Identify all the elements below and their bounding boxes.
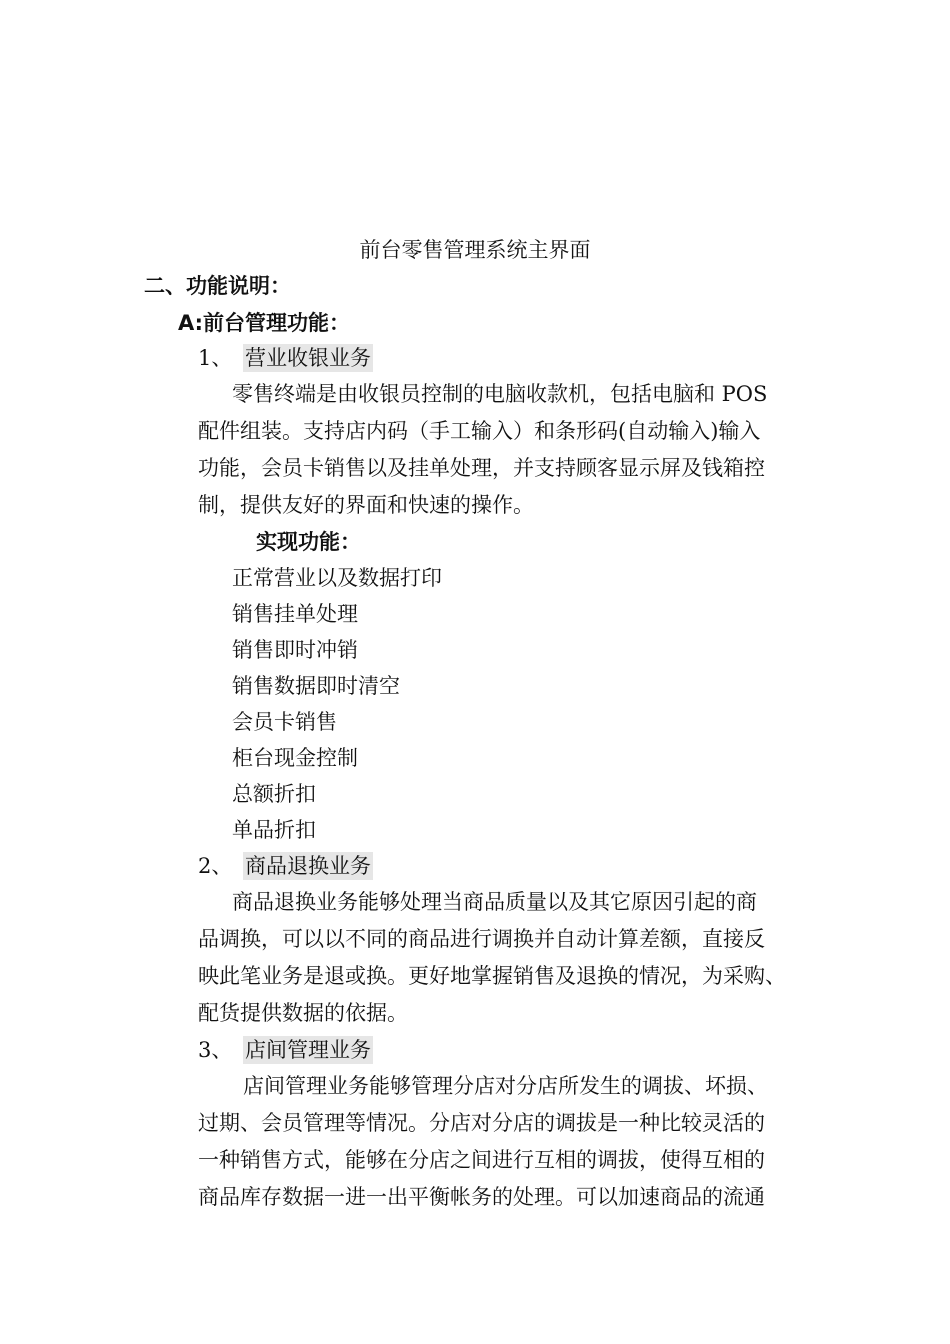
- feature-item: 正常营业以及数据打印: [232, 566, 442, 590]
- item-1-paragraph-line: 零售终端是由收银员控制的电脑收款机，包括电脑和 POS: [232, 382, 768, 406]
- item-2-paragraph-line: 品调换，可以以不同的商品进行调换并自动计算差额，直接反: [198, 927, 765, 951]
- feature-item: 柜台现金控制: [232, 746, 358, 770]
- subsection-heading: A:前台管理功能：: [178, 311, 351, 335]
- feature-item: 总额折扣: [232, 782, 316, 806]
- item-1-paragraph-line: 功能，会员卡销售以及挂单处理，并支持顾客显示屏及钱箱控: [198, 456, 765, 480]
- item-3-paragraph-line: 店间管理业务能够管理分店对分店所发生的调拔、坏损、: [243, 1074, 768, 1098]
- section-heading: 二、功能说明：: [144, 274, 291, 298]
- figure-caption: 前台零售管理系统主界面: [359, 238, 591, 262]
- item-3-paragraph-line: 过期、会员管理等情况。分店对分店的调拔是一种比较灵活的: [198, 1111, 765, 1135]
- feature-item: 销售数据即时清空: [232, 674, 400, 698]
- feature-item: 会员卡销售: [232, 710, 337, 734]
- item-2-paragraph-line: 映此笔业务是退或换。更好地掌握销售及退换的情况，为采购、: [198, 964, 786, 988]
- item-1-number: 1、: [198, 346, 233, 370]
- item-3-paragraph-line: 一种销售方式，能够在分店之间进行互相的调拔，使得互相的: [198, 1148, 765, 1172]
- feature-item: 单品折扣: [232, 818, 316, 842]
- item-2-paragraph-line: 商品退换业务能够处理当商品质量以及其它原因引起的商: [232, 890, 757, 914]
- item-1-paragraph-line: 配件组装。支持店内码（手工输入）和条形码(自动输入)输入: [198, 419, 761, 443]
- item-2-title: 商品退换业务: [245, 854, 371, 878]
- item-3-title: 店间管理业务: [245, 1038, 371, 1062]
- features-heading: 实现功能：: [256, 530, 361, 554]
- item-2-number: 2、: [198, 854, 233, 878]
- item-1-paragraph-line: 制，提供友好的界面和快速的操作。: [198, 493, 534, 517]
- feature-item: 销售挂单处理: [232, 602, 358, 626]
- item-2-paragraph-line: 配货提供数据的依据。: [198, 1001, 408, 1025]
- item-1-title: 营业收银业务: [245, 346, 371, 370]
- item-3-number: 3、: [198, 1038, 233, 1062]
- feature-item: 销售即时冲销: [232, 638, 358, 662]
- item-3-paragraph-line: 商品库存数据一进一出平衡帐务的处理。可以加速商品的流通: [198, 1185, 765, 1209]
